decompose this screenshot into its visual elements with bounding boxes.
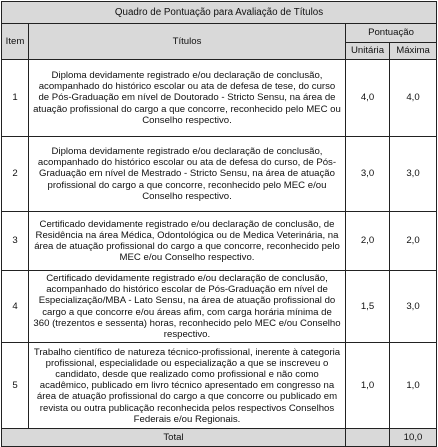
table-title: Quadro de Pontuação para Avaliação de Títulos: [2, 2, 437, 24]
table-row: [2, 271, 437, 343]
table-row: [2, 137, 437, 212]
table-row: [2, 212, 437, 271]
row-description: Certificado devidamente registrado e/ou declaração de conclusão, acompanhado do histórico escolar de Pós-Graduação em nível de Especialização/MBA - Lato Sensu, na área de atuação profissional do cargo a que concorre e/ou áreas afim, com carga horária mínima de 360 (trezentos e sessenta) horas, reconhecido pelo MEC e/ou Conselho respectivo.: [29, 271, 346, 343]
header-maxima: Máxima: [390, 43, 437, 60]
row-maxima: 3,0: [390, 137, 437, 212]
table-title-row: [2, 2, 437, 24]
row-unitaria: 1,5: [346, 271, 390, 343]
table-row: [2, 343, 437, 429]
header-pontuacao: Pontuação: [346, 24, 437, 43]
row-maxima: 1,0: [390, 343, 437, 429]
header-titulos: Títulos: [29, 24, 346, 60]
row-description: Diploma devidamente registrado e/ou declaração de conclusão, acompanhado do histórico escolar ou ata de defesa do curso, de Pós-Graduação em nível de Mestrado - Stricto Sensu, na área de atuação profissional do cargo a que concorre, reconhecido pelo MEC e/ou Conselho respectivo.: [29, 137, 346, 212]
row-maxima: 2,0: [390, 212, 437, 271]
row-item-number: 5: [2, 343, 29, 429]
row-unitaria: 2,0: [346, 212, 390, 271]
row-description: Certificado devidamente registrado e/ou declaração de conclusão, de Residência na área Médica, Odontológica ou de Medica Veterinária, na área de atuação profissional do cargo a que concorre, reconhecido pelo MEC e/ou Conselho respectivo.: [29, 212, 346, 271]
row-unitaria: 3,0: [346, 137, 390, 212]
header-row: [2, 24, 437, 43]
header-unitaria: Unitária: [346, 43, 390, 60]
score-table: [1, 1, 437, 447]
row-item-number: 2: [2, 137, 29, 212]
total-label: Total: [2, 429, 346, 447]
row-description: Trabalho científico de natureza técnico-profissional, inerente à categoria profissional, especialidade ou especialização a que se inscreveu o candidato, desde que realizado como profissional e não como acadêmico, publicado em livro técnico apresentado em congresso na área de atuação profissional do cargo a que concorre ou publicado em revista ou outra publicação reconhecida pelos respectivos Conselhos Federais e/ou Regionais.: [29, 343, 346, 429]
row-maxima: 3,0: [390, 271, 437, 343]
row-unitaria: 4,0: [346, 60, 390, 137]
row-item-number: 3: [2, 212, 29, 271]
row-item-number: 1: [2, 60, 29, 137]
total-value: 10,0: [390, 429, 437, 447]
row-unitaria: 1,0: [346, 343, 390, 429]
row-item-number: 4: [2, 271, 29, 343]
table-row: [2, 60, 437, 137]
row-description: Diploma devidamente registrado e/ou declaração de conclusão, acompanhado do histórico escolar ou ata de defesa de tese, do curso de Pós-Graduação em nível de Doutorado - Stricto Sensu, na área de atuação profissional do cargo a que concorre, reconhecido pelo MEC ou Conselho respectivo.: [29, 60, 346, 137]
header-item: Item: [2, 24, 29, 60]
row-maxima: 4,0: [390, 60, 437, 137]
